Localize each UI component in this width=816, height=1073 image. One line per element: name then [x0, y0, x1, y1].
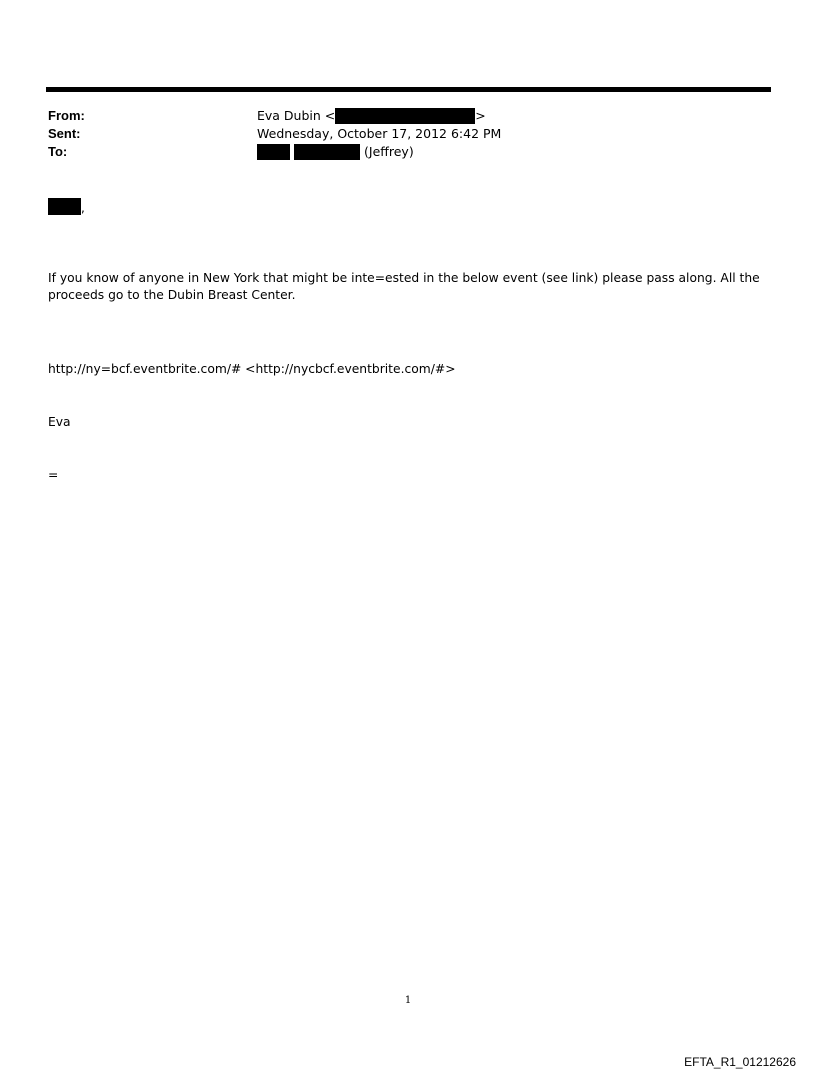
redacted-first-name — [257, 144, 290, 160]
redacted-last-name — [294, 144, 360, 160]
salutation — [48, 198, 85, 215]
sent-value: Wednesday, October 17, 2012 6:42 PM — [257, 126, 502, 141]
from-close: > — [475, 108, 486, 123]
from-label: From: — [48, 108, 85, 123]
event-link[interactable]: http://ny=bcf.eventbrite.com/# <http://nycbcf.eventbrite.com/#> — [48, 362, 456, 376]
header-rule — [46, 87, 771, 92]
trailing-character: = — [48, 468, 59, 482]
signature: Eva — [48, 415, 71, 429]
salutation-comma: , — [81, 201, 85, 215]
to-suffix: (Jeffrey) — [364, 144, 414, 159]
page-number: 1 — [404, 995, 412, 1006]
from-name: Eva Dubin < — [257, 108, 336, 123]
from-value — [257, 108, 486, 124]
redacted-email — [335, 108, 475, 124]
body-paragraph-line-1: If you know of anyone in New York that might be inte=ested in the below event (see link) please pass along. All the — [48, 271, 760, 285]
body-paragraph-line-2: proceeds go to the Dubin Breast Center. — [48, 288, 296, 302]
redacted-salutation-name — [48, 198, 81, 215]
bates-number: EFTA_R1_01212626 — [684, 1055, 796, 1069]
to-value — [257, 144, 414, 160]
to-label: To: — [48, 144, 68, 159]
sent-label: Sent: — [48, 126, 81, 141]
